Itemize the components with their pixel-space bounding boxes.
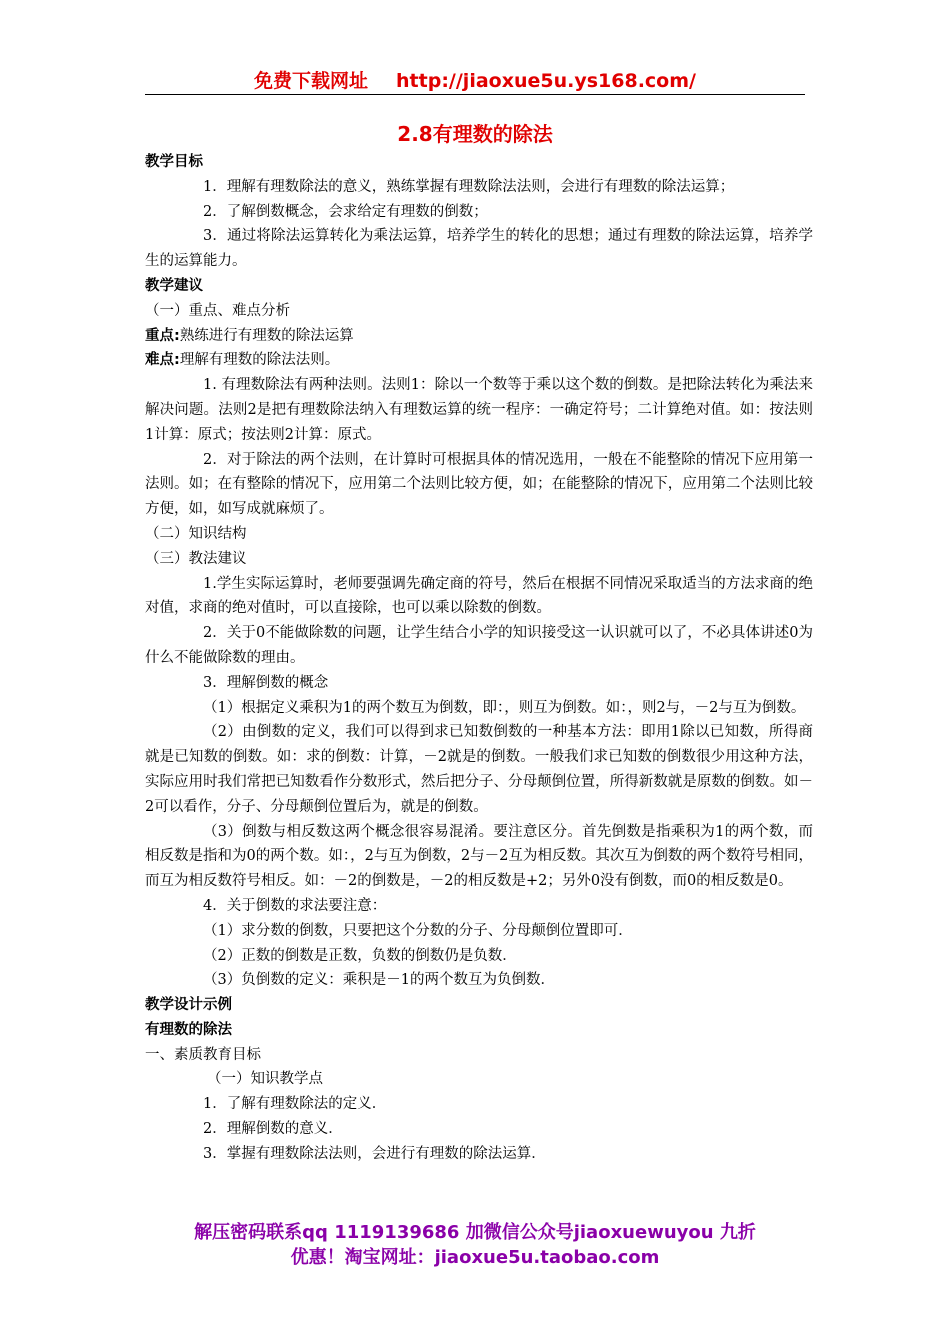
key-point-line [145,324,813,349]
note-3: （3）负倒数的定义：乘积是－1的两个数互为负倒数． [203,972,555,989]
key-text: 熟练进行有理数的除法运算 [179,327,354,344]
subheading-knowledge-structure: （二）知识结构 [145,525,247,542]
knowledge-1: 1．了解有理数除法的定义． [203,1096,387,1113]
header-url-link[interactable]: http://jiaoxue5u.ys168.com/ [396,70,696,92]
quality-goals-heading: 一、素质教育目标 [145,1046,261,1063]
page-footer [145,1220,805,1270]
header-divider [145,94,805,95]
knowledge-points-heading: （一）知识教学点 [207,1071,323,1088]
method-3: 3．理解倒数的概念 [203,674,329,691]
note-1: （1）求分数的倒数，只要把这个分数的分子、分母颠倒位置即可． [203,922,633,939]
concept-1: （1）根据定义乘积为1的两个数互为倒数，即：，则互为倒数。如：，则2与，－2与互为倒数。 [203,699,806,716]
document-body [145,150,813,1167]
difficulty-line [145,348,813,373]
footer-line-2[interactable]: 优惠！淘宝网址：jiaoxue5u.taobao.com [290,1247,660,1268]
paragraph-rule-2: 2．对于除法的两个法则，在计算时可根据具体的情况选用，一般在不能整除的情况下应用第一法则。如；在有整除的情况下，应用第二个法则比较方便，如；在能整除的情况下，应用第二个法则比较方便，如，如写成就麻烦了。 [145,451,813,518]
paragraph-rule-1: 1. 有理数除法有两种法则。法则1：除以一个数等于乘以这个数的倒数。是把除法转化为乘法来解决问题。法则2是把有理数除法纳入有理数运算的统一程序：一确定符号；二计算绝对值。如：按法则1计算：原式；按法则2计算：原式。 [145,377,813,443]
design-heading: 教学设计示例 [145,997,232,1014]
method-2: 2．关于0不能做除数的问题，让学生结合小学的知识接受这一认识就可以了，不必具体讲述0为什么不能做除数的理由。 [145,625,813,666]
difficulty-label: 难点: [145,352,180,369]
method-1: 1.学生实际运算时，老师要强调先确定商的符号，然后在根据不同情况采取适当的方法求商的绝对值，求商的绝对值时，可以直接除，也可以乘以除数的倒数。 [145,575,813,617]
subheading-teaching-method: （三）教法建议 [145,550,247,567]
goal-2: 2．了解倒数概念，会求给定有理数的倒数； [203,203,488,220]
subheading-key-points: （一）重点、难点分析 [145,302,290,319]
note-2: （2）正数的倒数是正数，负数的倒数仍是负数． [203,947,517,964]
footer-line-1: 解压密码联系qq 1119139686 加微信公众号jiaoxuewuyou 九折 [194,1222,756,1243]
advice-heading: 教学建议 [145,277,203,294]
design-title: 有理数的除法 [145,1021,232,1038]
header-label: 免费下载网址 [254,70,369,92]
document-title: 2.8有理数的除法 [397,122,553,146]
goal-1: 1．理解有理数除法的意义，熟练掌握有理数除法法则，会进行有理数的除法运算； [203,178,735,195]
goals-heading: 教学目标 [145,154,203,170]
page-header [145,66,805,93]
knowledge-3: 3．掌握有理数除法法则，会进行有理数的除法运算． [203,1145,546,1162]
knowledge-2: 2．理解倒数的意义． [203,1121,343,1138]
key-label: 重点: [145,327,180,344]
difficulty-text: 理解有理数的除法法则。 [179,352,340,369]
method-4: 4．关于倒数的求法要注意： [203,897,387,914]
concept-3: （3）倒数与相反数这两个概念很容易混淆。要注意区分。首先倒数是指乘积为1的两个数，而相反数是指和为0的两个数。如：，2与互为倒数，2与－2互为相反数。其次互为倒数的两个数符号相同，而互为相反数符号相反。如：－2的倒数是，－2的相反数是+2；另外0没有倒数，而0的相反数是0。 [145,823,813,890]
goal-3: 3．通过将除法运算转化为乘法运算，培养学生的转化的思想；通过有理数的除法运算，培养学生的运算能力。 [145,228,813,270]
concept-2: （2）由倒数的定义，我们可以得到求已知数倒数的一种基本方法：即用1除以已知数，所得商就是已知数的倒数。如：求的倒数：计算，－2就是的倒数。一般我们求已知数的倒数很少用这种方法，实际应用时我们常把已知数看作分数形式，然后把分子、分母颠倒位置，所得新数就是原数的倒数。如－2可以看作，分子、分母颠倒位置后为，就是的倒数。 [145,724,813,815]
